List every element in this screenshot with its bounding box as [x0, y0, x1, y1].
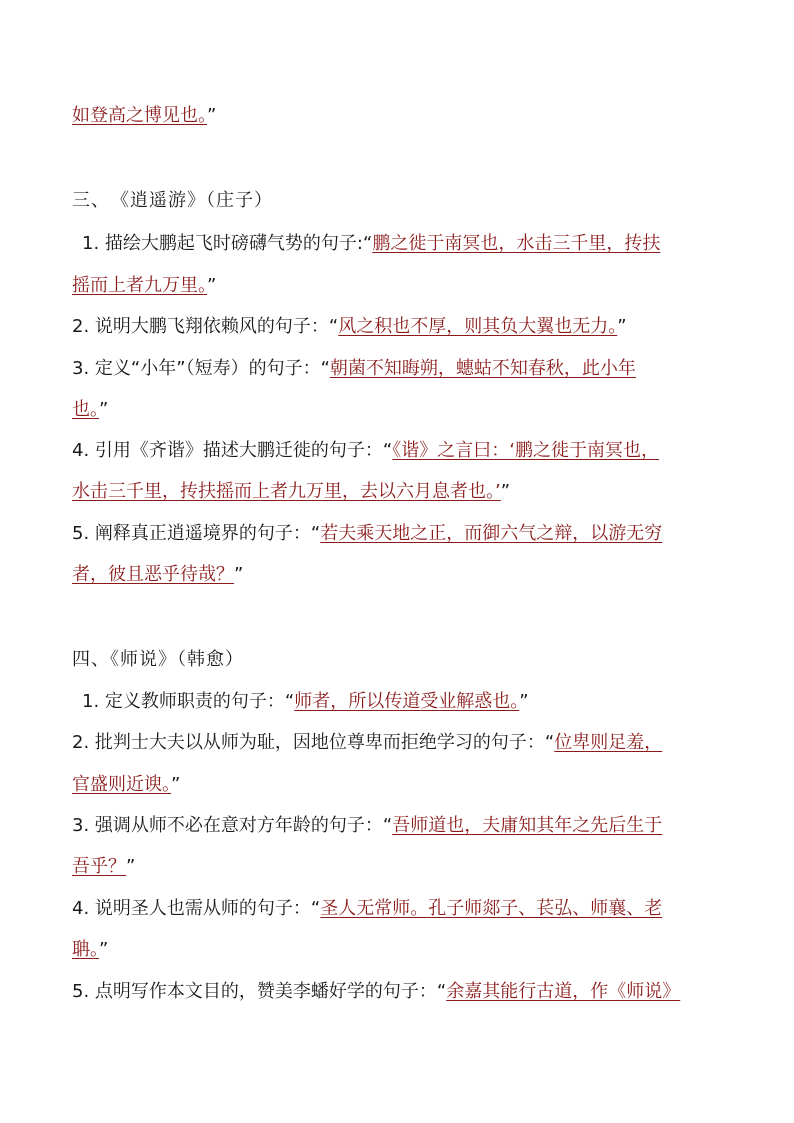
item-number: 3. — [72, 358, 90, 379]
s4-item-3 — [72, 813, 732, 839]
close-quote: ” — [234, 564, 244, 585]
item-prompt: 引用《齐谐》描述大鹏迁徙的句子： — [94, 440, 383, 461]
s3-item-2 — [72, 314, 732, 340]
answer-text: 师者，所以传道受业解惑也。 — [294, 691, 520, 712]
open-quote: “ — [328, 316, 339, 337]
s3-item-3-cont — [72, 397, 732, 423]
section-4-title: 四、《师说》（韩愈） — [72, 649, 244, 670]
s4-item-4-cont — [72, 937, 732, 963]
close-quote: ” — [519, 691, 529, 712]
item-number: 4. — [72, 898, 90, 919]
s4-item-2-cont — [72, 772, 732, 798]
s3-item-4 — [72, 438, 732, 464]
answer-text: 吾师道也，夫庸知其年之先后生于 — [392, 815, 663, 836]
item-number: 3. — [72, 815, 90, 836]
answer-text: 吾乎？ — [72, 856, 126, 877]
item-prompt: 说明圣人也需从师的句子： — [94, 898, 311, 919]
answer-text: 水击三千里，抟扶摇而上者九万里，去以六月息者也。’ — [72, 481, 501, 502]
open-quote: “ — [382, 440, 393, 461]
s4-item-4 — [72, 896, 732, 922]
close-quote: ” — [99, 939, 109, 960]
s3-item-5 — [72, 521, 732, 547]
s4-item-2 — [72, 730, 732, 756]
item-prompt: 批判士大夫以从师为耻，因地位尊卑而拒绝学习的句子： — [94, 732, 545, 753]
s3-item-1-cont — [72, 273, 732, 299]
close-quote: ” — [617, 316, 627, 337]
item-number: 5. — [72, 981, 90, 1002]
item-number: 4. — [72, 440, 90, 461]
item-prompt: 描绘大鹏起飞时磅礴气势的句子: — [104, 233, 363, 254]
answer-text: 摇而上者九万里。 — [72, 275, 207, 296]
continuation-line — [72, 103, 732, 129]
answer-text: 圣人无常师。孔子师郯子、苌弘、师襄、老 — [320, 898, 663, 919]
answer-text: 鹏之徙于南冥也，水击三千里，抟扶 — [372, 233, 661, 254]
close-quote: ” — [207, 105, 217, 126]
item-prompt: 阐释真正逍遥境界的句子： — [94, 523, 311, 544]
s3-item-3 — [72, 356, 732, 382]
open-quote: “ — [284, 691, 295, 712]
answer-text: 风之积也不厚，则其负大翼也无力。 — [338, 316, 618, 337]
item-number: 2. — [72, 316, 90, 337]
item-prompt: 点明写作本文目的，赞美李蟠好学的句子： — [94, 981, 437, 1002]
s4-item-5 — [72, 979, 732, 1005]
answer-text: 朝菌不知晦朔，蟪蛄不知春秋，此小年 — [329, 358, 636, 379]
open-quote: “ — [382, 815, 393, 836]
answer-text: 余嘉其能行古道，作《师说》 — [446, 981, 681, 1002]
open-quote: “ — [310, 898, 321, 919]
close-quote: ” — [207, 275, 217, 296]
answer-text: 《谐》之言曰：‘鹏之徙于南冥也， — [392, 440, 659, 461]
close-quote: ” — [126, 856, 136, 877]
item-prompt: 强调从师不必在意对方年龄的句子： — [94, 815, 383, 836]
s3-item-4-cont — [72, 479, 732, 505]
s4-item-1 — [82, 689, 742, 715]
item-number: 1. — [82, 691, 100, 712]
item-number: 2. — [72, 732, 90, 753]
open-quote: “ — [310, 523, 321, 544]
close-quote: ” — [99, 399, 109, 420]
answer-text: 如登高之博见也。 — [72, 105, 207, 126]
close-quote: ” — [171, 774, 181, 795]
item-number: 1. — [82, 233, 100, 254]
open-quote: “ — [320, 358, 330, 379]
answer-text: 若夫乘天地之正，而御六气之辩，以游无穷 — [320, 523, 663, 544]
open-quote: “ — [544, 732, 555, 753]
open-quote: “ — [436, 981, 447, 1002]
item-number: 5. — [72, 523, 90, 544]
s3-item-1 — [82, 231, 742, 257]
answer-text: 者，彼且恶乎待哉？ — [72, 564, 234, 585]
s4-item-3-cont — [72, 854, 732, 880]
open-quote: “ — [363, 233, 373, 254]
close-quote: ” — [500, 481, 511, 502]
section-3-title: 三、 《逍遥游》（庄子） — [72, 190, 273, 211]
answer-text: 位卑则足羞， — [554, 732, 663, 753]
item-prompt: 定义教师职责的句子： — [104, 691, 285, 712]
answer-text: 官盛则近谀。 — [72, 774, 171, 795]
s3-item-5-cont — [72, 562, 732, 588]
answer-text: 聃。 — [72, 939, 99, 960]
answer-text: 也。 — [72, 399, 99, 420]
item-prompt: 说明大鹏飞翔依赖风的句子： — [94, 316, 329, 337]
item-prompt: 定义“小年”（短寿）的句子： — [94, 358, 321, 379]
